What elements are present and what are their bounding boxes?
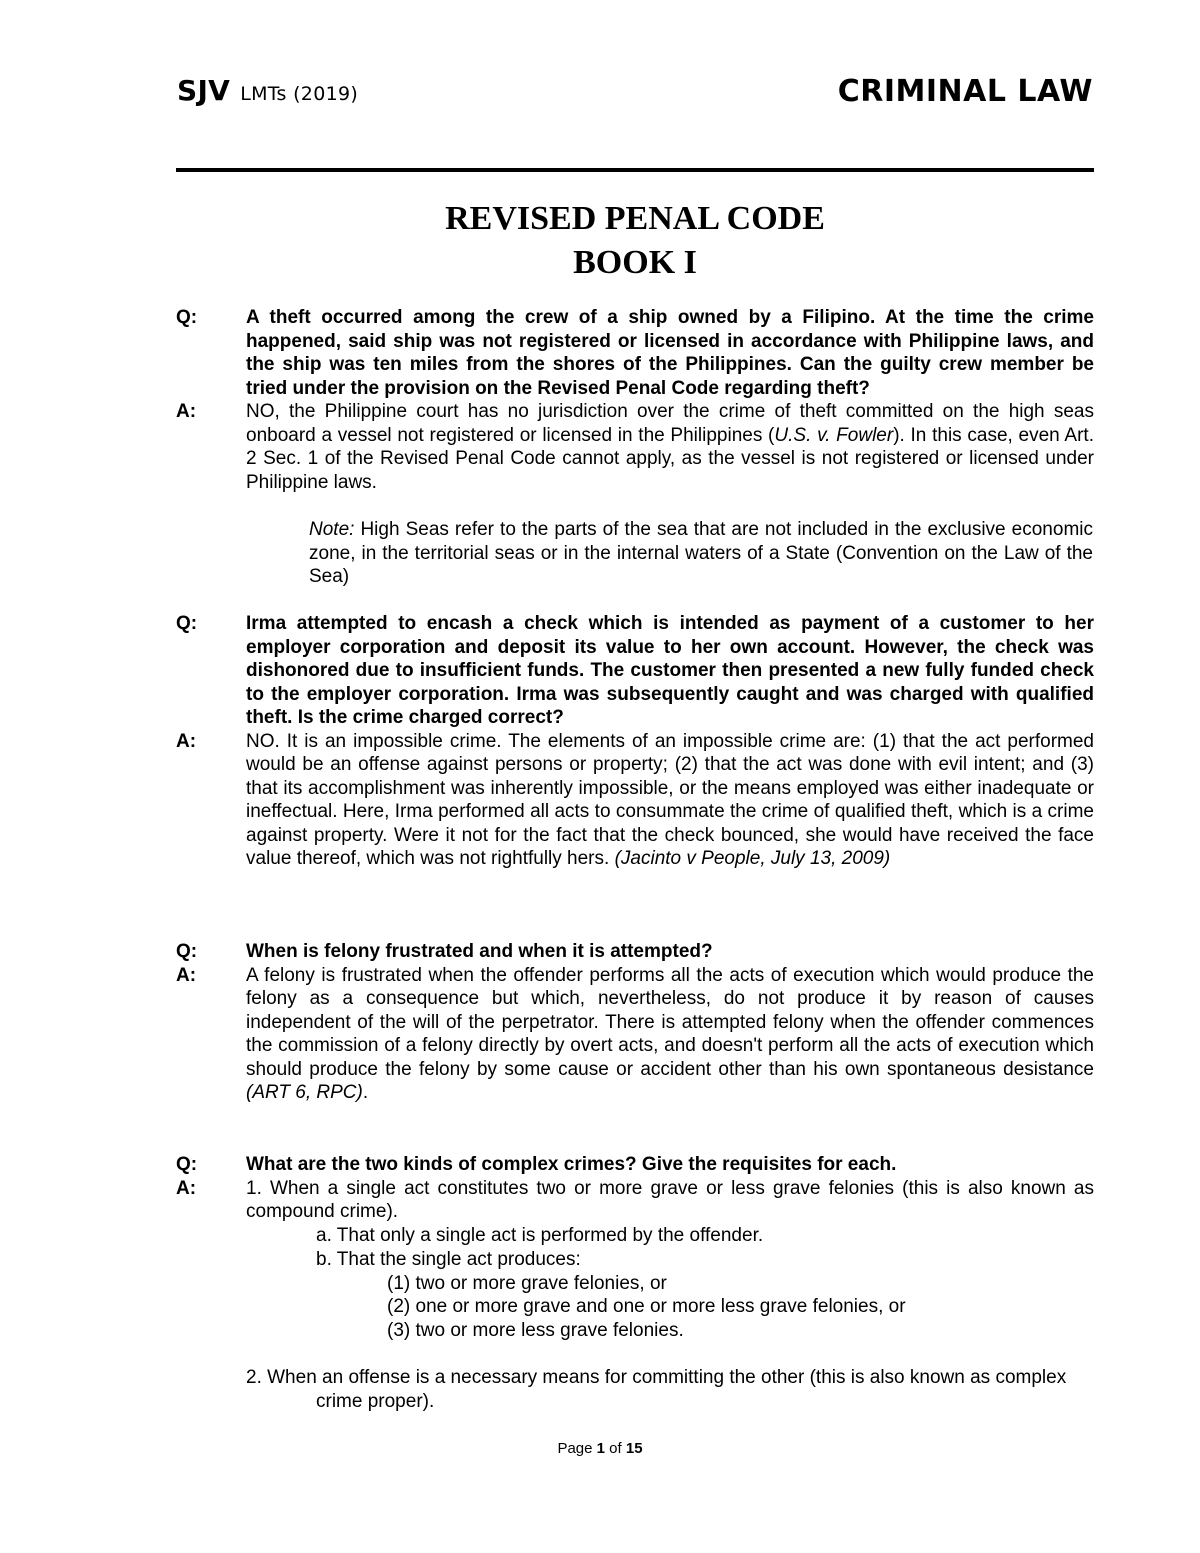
header-subject: CRIMINAL LAW [837, 74, 1093, 109]
header-brand: SJV [177, 74, 231, 107]
answer-citation: (ART 6, RPC) [246, 1082, 363, 1103]
answer-text-cont: . [362, 1082, 369, 1103]
page-subtitle: BOOK I [573, 244, 697, 281]
list-item-2-cont: crime proper). [316, 1391, 435, 1412]
list-item-1: 1. When a single act constitutes two or more grave or less grave felonies (this is also known as compound crime). [246, 1177, 1094, 1222]
qa-block-2 [176, 612, 1094, 871]
header-left [177, 74, 358, 107]
question-tag: Q: [176, 1154, 198, 1175]
list-item-1a: a. That only a single act is performed by the offender. [316, 1225, 764, 1246]
question-text: A theft occurred among the crew of a ship owned by a Filipino. At the time the crime happened, said ship was not registered or licensed in accordance with Philippine laws, and the ship was ten miles from the shores of the Philippines. Can the guilty crew member be tried under the provision on the Revised Penal Code regarding theft? [246, 307, 1094, 399]
answer-text: NO. It is an impossible crime. The elements of an impossible crime are: (1) that the act performed would be an offense against persons or property; (2) that the act was done with evil intent; and (3) that its accomplishment was inherently impossible, or the means employed was either inadequate or ineffectual. Here, Irma performed all acts to consummate the crime of qualified theft, which is a crime against property. Were it not for the fact that the check bounced, she would have received the face value thereof, which was not rightfully hers. [246, 730, 1094, 869]
question-tag: Q: [176, 613, 198, 634]
note-label: Note: [309, 519, 355, 540]
footer-page-total: 15 [625, 1440, 643, 1457]
list-subitem-2: (2) one or more grave and one or more less grave felonies, or [387, 1296, 906, 1317]
answer-tag: A: [176, 730, 197, 752]
question-text: Irma attempted to encash a check which is intended as payment of a customer to her employer corporation and deposit its value to her own account. However, the check was dishonored due to insufficient funds. The customer then presented a new fully funded check to the employer corporation. Irma was subsequently caught and was charged with qualified theft. Is the crime charged correct? [246, 613, 1094, 728]
header-divider [176, 168, 1094, 172]
list-subitem-3: (3) two or more less grave felonies. [387, 1320, 684, 1341]
page-title: REVISED PENAL CODE [445, 200, 825, 237]
list-item-1b: b. That the single act produces: [316, 1249, 581, 1270]
note-block [309, 518, 1093, 589]
question-text: When is felony frustrated and when it is attempted? [246, 941, 713, 962]
footer-page-number: 1 [596, 1440, 605, 1457]
header-edition: LMTs (2019) [240, 83, 359, 105]
page-footer [0, 1440, 1200, 1457]
answer-text: NO, the Philippine court has no jurisdiction over the crime of theft committed on the high seas onboard a vessel not registered or licensed in the Philippines ( [246, 401, 1094, 446]
answer-text-cont: ). In this case, even Art. 2 Sec. 1 of the Revised Penal Code cannot apply, as the vessel is not registered or licensed under Philippine laws. [246, 424, 1094, 493]
question-row [176, 1153, 1094, 1177]
question-row [176, 612, 1094, 730]
answer-tag: A: [176, 964, 197, 986]
answer-row [176, 1177, 1094, 1224]
footer-of-word: of [609, 1440, 622, 1457]
question-text: What are the two kinds of complex crimes? Give the requisites for each. [246, 1154, 897, 1175]
qa-block-3 [176, 940, 1094, 1105]
answer-row [176, 400, 1094, 494]
answer-citation: U.S. v. Fowler [774, 424, 894, 446]
answer-row [176, 730, 1094, 871]
note-text: High Seas refer to the parts of the sea that are not included in the exclusive economic zone, in the territorial seas or in the internal waters of a State (Convention on the Law of the Sea) [309, 519, 1093, 587]
list-subitem-1: (1) two or more grave felonies, or [387, 1273, 667, 1294]
answer-text: A felony is frustrated when the offender performs all the acts of execution which would produce the felony as a consequence but which, nevertheless, do not produce it by reason of causes independent of the will of the perpetrator. There is attempted felony when the offender commences the commission of a felony directly by overt acts, and doesn't perform all the acts of execution which should produce the felony by some cause or accident other than his own spontaneous desistance [246, 964, 1094, 1080]
question-row [176, 940, 1094, 964]
answer-citation: (Jacinto v People, July 13, 2009) [614, 848, 891, 869]
answer-row [176, 964, 1094, 1105]
list-item-2: 2. When an offense is a necessary means for committing the other (this is also known as complex [246, 1367, 1067, 1388]
answer-tag: A: [176, 401, 197, 422]
question-tag: Q: [176, 941, 198, 962]
answer-tag: A: [176, 1177, 197, 1199]
footer-page-word: Page [557, 1440, 593, 1457]
question-row [176, 306, 1094, 400]
question-tag: Q: [176, 307, 198, 328]
qa-block-4 [176, 1153, 1094, 1224]
qa-block-1 [176, 306, 1094, 494]
